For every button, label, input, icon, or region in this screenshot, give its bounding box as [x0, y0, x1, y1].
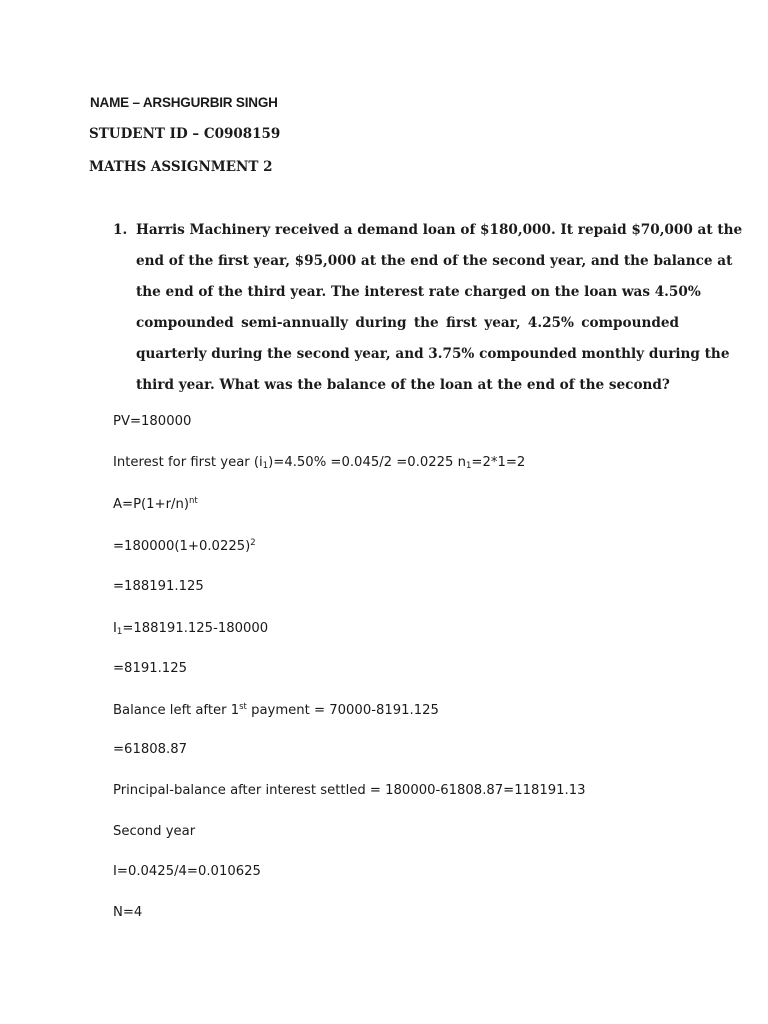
student-name: NAME – ARSHGURBIR SINGH: [90, 95, 278, 110]
second-year-heading: Second year: [113, 824, 196, 839]
question-line: quarterly during the second year, and 3.75% compounded monthly during the: [136, 346, 730, 362]
question-line: compounded semi-annually during the first year, 4.25% compounded: [136, 315, 679, 331]
balance-result-line: =61808.87: [113, 742, 187, 757]
compound-formula-line: $A=P(1+r/n)^{nt}$: [113, 496, 198, 512]
pv-line: PV=180000: [113, 414, 192, 429]
interest-result-line: =8191.125: [113, 661, 187, 676]
principal-balance-line: Principal-balance after interest settled = 180000-61808.87=118191.13: [113, 783, 586, 798]
interest-first-year-line: Interest for first year $(i_1)=4.50\% =0.045/2 =0.0225$ $n_1=2*1=2$: [113, 455, 526, 471]
assignment-title: MATHS ASSIGNMENT 2: [89, 159, 273, 175]
second-year-rate-line: I=0.0425/4=0.010625: [113, 864, 261, 879]
question-line: the end of the third year. The interest rate charged on the loan was 4.50%: [136, 284, 701, 300]
balance-left-line: Balance left after 1st payment = 70000-8191.125: [113, 702, 439, 718]
question-number: 1.: [113, 222, 128, 238]
question-line: 1. Harris Machinery received a demand loan of $180,000. It repaid $70,000 at the: [113, 218, 679, 249]
question-line: end of the first year, $95,000 at the end of the second year, and the balance at: [136, 253, 733, 269]
question-1: [113, 218, 743, 404]
question-line: third year. What was the balance of the loan at the end of the second?: [136, 377, 670, 393]
second-year-periods-line: N=4: [113, 905, 143, 920]
compound-substitution-line: $=180000(1+0.0225)^2$: [113, 538, 256, 554]
student-id: STUDENT ID – C0908159: [89, 126, 281, 142]
amount-result-line: =188191.125: [113, 579, 204, 594]
interest-i1-line: $I_1=188191.125-180000$: [113, 621, 269, 637]
